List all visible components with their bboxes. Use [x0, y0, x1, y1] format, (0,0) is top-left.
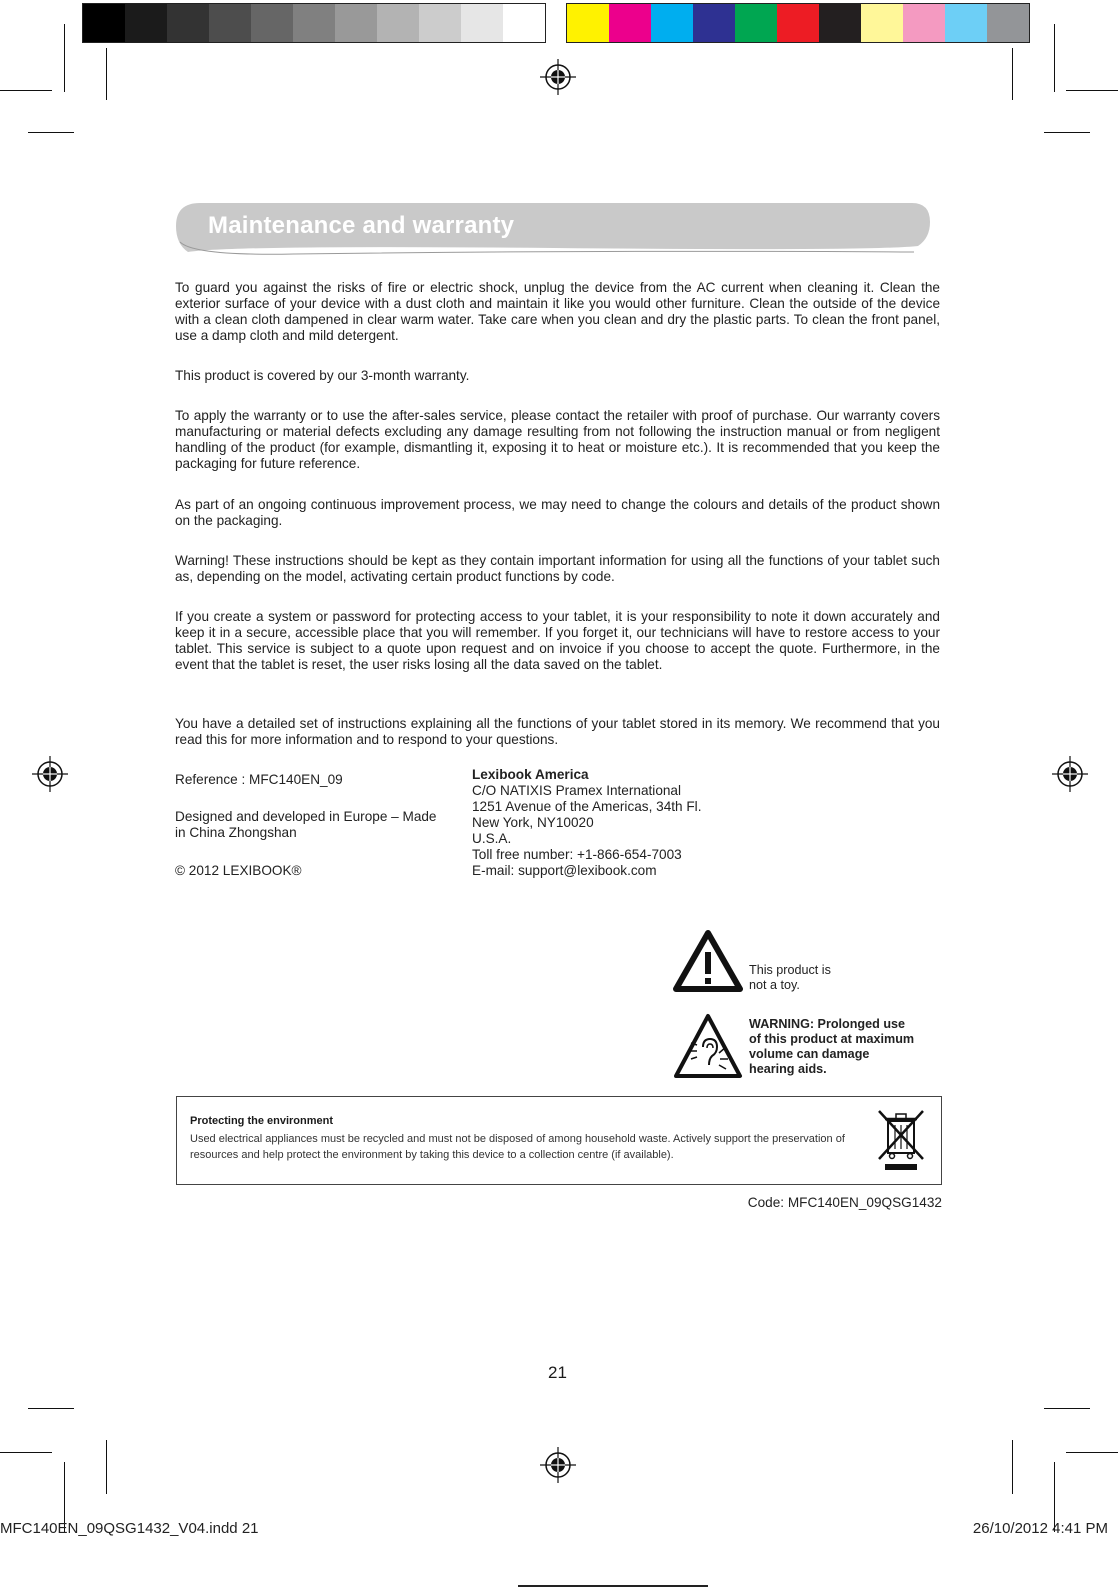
crop-mark [1012, 48, 1013, 100]
warning-line: This product is [749, 963, 831, 977]
warning-line: WARNING: Prolonged use [749, 1017, 906, 1031]
contact-company-name: Lexibook America [472, 767, 589, 782]
paragraph-password: If you create a system or password for protecting access to your tablet, it is your responsibility to note it down accurately and keep it in a secure, accessible place that you will remember. If you forget it, our technicians will have to restore access to your tablet. This service is subject to a quote upon request and on invoice if you choose to accept the quote. Furthermore, in the event that the tablet is reset, the user risks losing all the data saved on the tablet. [175, 609, 940, 672]
product-code: Code: MFC140EN_09QSG1432 [747, 1195, 942, 1210]
paragraph-instructions: You have a detailed set of instructions explaining all the functions of your tablet stored in its memory. We recommend that you read this for more information and to respond to your questions. [175, 716, 940, 747]
crop-mark [1044, 1408, 1090, 1409]
crop-mark [28, 132, 74, 133]
crop-mark [1066, 1452, 1118, 1453]
crop-mark [1066, 90, 1118, 91]
color-swatch [651, 4, 693, 42]
footer-file-name: MFC140EN_09QSG1432_V04.indd 21 [0, 1520, 259, 1537]
color-swatch [167, 4, 209, 42]
footer-divider [518, 1585, 708, 1587]
page-number: 21 [548, 1363, 567, 1382]
environment-title: Protecting the environment [190, 1115, 334, 1127]
color-swatch [819, 4, 861, 42]
designed-text: Designed and developed in Europe – Made in China Zhongshan [175, 809, 437, 840]
reference-text: Reference : MFC140EN_09 [175, 772, 343, 787]
contact-line: U.S.A. [472, 831, 512, 846]
copyright-text: © 2012 LEXIBOOK® [175, 863, 302, 878]
color-swatch [609, 4, 651, 42]
registration-mark-icon [1051, 755, 1089, 793]
crop-mark [28, 1408, 74, 1409]
color-swatch [125, 4, 167, 42]
contact-block [472, 767, 701, 879]
warning-line: volume can damage [749, 1047, 870, 1061]
warning-line: not a toy. [749, 978, 800, 992]
crop-mark [1044, 132, 1090, 133]
footer-date: 26/10/2012 4:41 PM [972, 1520, 1108, 1537]
color-swatch [567, 4, 609, 42]
crossed-out-bin-icon [875, 1107, 927, 1171]
contact-line: C/O NATIXIS Pramex International [472, 783, 682, 798]
crop-mark [106, 48, 107, 100]
color-swatch [335, 4, 377, 42]
crop-mark [0, 90, 52, 91]
warning-line: hearing aids. [749, 1062, 827, 1076]
color-swatch [461, 4, 503, 42]
color-calibration-bar [566, 3, 1030, 43]
section-title: Maintenance and warranty [208, 212, 515, 239]
color-swatch [251, 4, 293, 42]
color-swatch [861, 4, 903, 42]
contact-phone: Toll free number: +1-866-654-7003 [472, 847, 682, 862]
crop-mark [0, 1452, 52, 1453]
warning-triangle-icon [673, 930, 743, 992]
paragraph-warning: Warning! These instructions should be kept as they contain important information for using all the functions of your tablet such as, depending on the model, activating certain product functions by code. [175, 553, 940, 584]
contact-line: New York, NY10020 [472, 815, 594, 830]
paragraph-warranty-terms: To apply the warranty or to use the after-sales service, please contact the retailer with proof of purchase. Our warranty covers manufacturing or material defects excluding any damage resulting from not following the instruction manual or from negligent handling of the product (for example, dismantling it, exposing it to heat or moisture etc.). It is recommended that you keep the packaging for future reference. [175, 408, 940, 471]
crop-mark [1054, 24, 1055, 92]
hearing-warning [749, 1017, 914, 1077]
color-swatch [693, 4, 735, 42]
color-swatch [83, 4, 125, 42]
hearing-warning-icon [673, 1013, 743, 1079]
color-swatch [777, 4, 819, 42]
paragraph-cleaning: To guard you against the risks of fire or electric shock, unplug the device from the AC current when cleaning it. Clean the exterior surface of your device with a dust cloth and maintain it like you would other furniture. Clean the outside of the device with a clean cloth dampened in clear warm water. Take care when you clean and dry the plastic parts. To clean the front panel, use a damp cloth and mild detergent. [175, 280, 940, 343]
paragraph-warranty-period: This product is covered by our 3-month warranty. [175, 368, 470, 383]
color-swatch [209, 4, 251, 42]
color-swatch [735, 4, 777, 42]
contact-line: 1251 Avenue of the Americas, 34th Fl. [472, 799, 702, 814]
gray-calibration-bar [82, 3, 546, 43]
paragraph-improvement: As part of an ongoing continuous improvement process, we may need to change the colours and details of the product shown on the packaging. [175, 497, 940, 528]
registration-mark-icon [539, 1446, 577, 1484]
warning-line: of this product at maximum [749, 1032, 915, 1046]
color-swatch [293, 4, 335, 42]
environment-text: Used electrical appliances must be recycled and must not be disposed of among household waste. Actively support the preservation of resources and help protect the environment by taking this device to a collection centre (if available). [190, 1133, 845, 1161]
color-swatch [503, 4, 545, 42]
color-swatch [945, 4, 987, 42]
contact-email: E-mail: support@lexibook.com [472, 863, 657, 878]
registration-mark-icon [539, 58, 577, 96]
environment-notice-box [176, 1096, 942, 1185]
color-swatch [377, 4, 419, 42]
color-swatch [903, 4, 945, 42]
registration-mark-icon [31, 755, 69, 793]
crop-mark [1012, 1440, 1013, 1494]
not-a-toy-warning [749, 963, 831, 993]
color-swatch [987, 4, 1029, 42]
color-swatch [419, 4, 461, 42]
crop-mark [106, 1440, 107, 1494]
crop-mark [64, 24, 65, 92]
